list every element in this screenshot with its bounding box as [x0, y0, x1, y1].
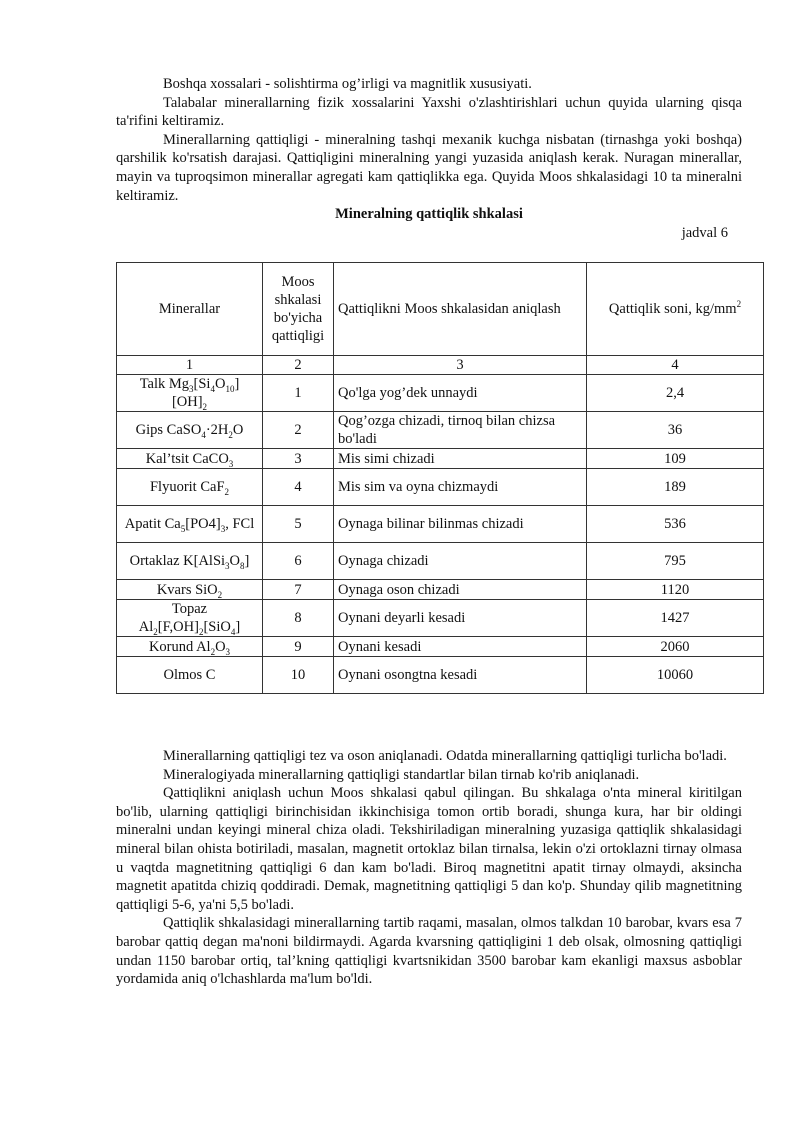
- table-row: [117, 412, 764, 449]
- outro-section: [116, 747, 742, 989]
- mineral-formula-part: [SiO: [203, 619, 231, 635]
- mineral-formula-part: Olmos C: [163, 667, 216, 683]
- outro-paragraph-3: Qattiqlikni aniqlash uchun Moos shkalasi qabul qilingan. Bu shkalaga o'nta mineral kiritilgan bo'lib, ularning qattiqligi birinchisidan ikkinchisiga tomon ortib boradi, shunga kura, har bir oldingi mineralni undan keyingi mineral chiza oladi. Tekshiriladigan mineralning yuzasiga qattiqlik shkalasidagi mineral bilan ohista botiriladi, masalan, magnetit ortoklaz bilan tirnalsa, lekin o'zi ortoklazni tirnay olmasa u vaqtda magnetitning qattiqligi 6 dan kam bo'ladi. Biroq magnetitni apatit tirnay olmaydi, aksincha magnetit apatitda chiziq qoddiradi. Demak, magnetitning qattiqligi 5 dan ko'p. Shunday qilib magnetitning qattiqligi 5-6, ya'ni 5,5 bo'ladi.: [116, 785, 742, 913]
- table-row: [117, 637, 764, 657]
- cell-method: Mis simi chizadi: [334, 449, 587, 469]
- mineral-formula-part: Korund Al: [148, 638, 211, 655]
- cell-method: Oynani osongtna kesadi: [334, 657, 587, 694]
- column-number-4: 4: [587, 356, 764, 375]
- mineral-formula-part: Flyuorit CaF: [149, 479, 225, 495]
- table-row: [117, 506, 764, 543]
- cell-hardness-number: 2060: [587, 637, 764, 657]
- cell-method: Oynaga chizadi: [334, 543, 587, 580]
- mineral-formula-part: 2: [217, 589, 223, 600]
- outro-paragraph-2: Mineralogiyada minerallarning qattiqligi standartlar bilan tirnab ko'rib aniqlanadi.: [163, 766, 640, 783]
- cell-moos-hardness: 7: [263, 580, 334, 600]
- cell-moos-hardness: 6: [263, 543, 334, 580]
- intro-section: [116, 75, 742, 242]
- cell-method: Oynani kesadi: [334, 637, 587, 657]
- mineral-formula-part: 3: [228, 458, 234, 469]
- outro-paragraph-1: Minerallarning qattiqligi tez va oson aniqlanadi. Odatda minerallarning qattiqligi turlicha bo'ladi.: [163, 748, 727, 764]
- outro-paragraph-4: Qattiqlik shkalasidagi minerallarning tartib raqami, masalan, olmos talkdan 10 barobar, kvars esa 7 barobar qattiq degan ma'noni bildirmaydi. Agarda kvarsning qattiqligini 1 deb olsak, olmosning qattiqligi undan 1150 barobar ortiq, tal’kning qattiqligi kvartsnikidan 3500 barobar kam ekanligi maxsus asboblar yordamida aniq o'lchashlarda ma'lum bo'ldi.: [116, 915, 742, 988]
- mineral-formula-part: [PO4]: [185, 516, 221, 532]
- cell-method: Qo'lga yog’dek unnaydi: [334, 375, 587, 412]
- cell-mineral: [117, 412, 263, 449]
- table-row: [117, 543, 764, 580]
- mineral-formula-part: 10: [225, 383, 235, 394]
- cell-moos-hardness: 1: [263, 375, 334, 412]
- mineral-formula-part: 2: [224, 486, 230, 497]
- mineral-formula-part: ]: [235, 619, 241, 635]
- cell-moos-hardness: 9: [263, 637, 334, 657]
- mineral-formula-part: 2: [198, 626, 204, 637]
- mineral-formula-part: Kvars SiO: [156, 581, 218, 598]
- mineral-formula-part: Apatit Ca: [124, 516, 181, 532]
- intro-paragraph-2: Talabalar minerallarning fizik xossalarini Yaxshi o'zlashtirishlari uchun quyida ularning qisqa ta'rifini keltiramiz.: [116, 94, 742, 130]
- cell-hardness-number: 1120: [587, 580, 764, 600]
- mineral-formula-part: O: [229, 553, 241, 569]
- table-row: [117, 375, 764, 412]
- header-method: Qattiqlikni Moos shkalasidan aniqlash: [334, 263, 587, 356]
- mineral-formula-part: 2: [153, 626, 158, 637]
- cell-hardness-number: 795: [587, 543, 764, 580]
- mineral-formula-part: 3: [220, 523, 226, 534]
- table-number-row: [117, 356, 764, 375]
- cell-mineral: [117, 506, 263, 543]
- mineral-formula-part: 2: [210, 646, 216, 657]
- mineral-formula-part: [F,OH]: [157, 619, 199, 635]
- cell-mineral: [117, 580, 263, 600]
- cell-mineral: [117, 657, 263, 694]
- cell-method: Qog’ozga chizadi, tirnoq bilan chizsa bo'ladi: [334, 412, 587, 449]
- mineral-formula-part: O: [214, 376, 226, 392]
- mineral-formula-part: O: [215, 638, 226, 655]
- mineral-formula-part: ·2H: [205, 422, 229, 438]
- cell-mineral: [117, 600, 263, 637]
- table-row: [117, 449, 764, 469]
- mineral-formula-part: 4: [230, 626, 236, 637]
- mineral-formula-part: ]: [244, 553, 250, 569]
- mineral-formula-part: , FCl: [225, 516, 255, 532]
- hardness-table: [116, 262, 764, 694]
- cell-hardness-number: 109: [587, 449, 764, 469]
- table-row: [117, 469, 764, 506]
- column-number-2: 2: [263, 356, 334, 375]
- mineral-formula-part: 3: [189, 383, 194, 394]
- mineral-formula-part: Gips CaSO: [135, 422, 202, 438]
- cell-mineral: [117, 375, 263, 412]
- table-title: Mineralning qattiqlik shkalasi: [335, 206, 523, 223]
- cell-moos-hardness: 8: [263, 600, 334, 637]
- cell-mineral: [117, 637, 263, 657]
- mineral-formula-part: O: [232, 422, 244, 438]
- cell-hardness-number: 1427: [587, 600, 764, 637]
- mineral-formula-part: Ortaklaz K[AlSi: [129, 553, 226, 569]
- cell-method: Mis sim va oyna chizmaydi: [334, 469, 587, 506]
- cell-hardness-number: 36: [587, 412, 764, 449]
- cell-mineral: [117, 449, 263, 469]
- cell-method: Oynani deyarli kesadi: [334, 600, 587, 637]
- cell-mineral: [117, 469, 263, 506]
- header-hardness-number: [587, 263, 764, 356]
- mineral-formula-part: 3: [225, 560, 230, 571]
- table-row: [117, 657, 764, 694]
- cell-moos-hardness: 3: [263, 449, 334, 469]
- mineral-formula-part: 5: [180, 523, 186, 534]
- cell-moos-hardness: 2: [263, 412, 334, 449]
- cell-hardness-number: 536: [587, 506, 764, 543]
- cell-mineral: [117, 543, 263, 580]
- cell-hardness-number: 189: [587, 469, 764, 506]
- mineral-formula-part: [Si: [193, 376, 211, 392]
- cell-method: Oynaga oson chizadi: [334, 580, 587, 600]
- intro-paragraph-3: Minerallarning qattiqligi - mineralning tashqi mexanik kuchga nisbatan (tirnashga yoki boshqa) qarshilik ko'rsatish darajasi. Qattiqligini mineralning yangi yuzasida aniqlash kerak. Nuragan minerallar, mayin va tuproqsimon minerallar agregati kam qattiqlikka ega. Quyida Moos shkalasidagi 10 ta mineralni keltiramiz.: [116, 131, 742, 204]
- cell-hardness-number: 10060: [587, 657, 764, 694]
- table-label: jadval 6: [681, 224, 728, 241]
- column-number-1: 1: [117, 356, 263, 375]
- mineral-formula-part: 8: [240, 560, 245, 571]
- mineral-formula-part: 4: [201, 429, 206, 440]
- column-number-3: 3: [334, 356, 587, 375]
- table-row: [117, 600, 764, 637]
- header-moos-hardness: Moos shkalasi bo'yicha qattiqligi: [263, 263, 334, 356]
- mineral-formula-part: 2: [228, 429, 233, 440]
- mineral-formula-part: Topaz Al: [138, 601, 208, 635]
- mineral-formula-part: 2: [202, 401, 208, 412]
- mineral-formula-part: 4: [210, 383, 215, 394]
- cell-moos-hardness: 10: [263, 657, 334, 694]
- intro-paragraph-1: Boshqa xossalari - solishtirma og’irligi va magnitlik xususiyati.: [163, 76, 532, 92]
- mineral-formula-part: ] [OH]: [171, 376, 240, 410]
- cell-moos-hardness: 5: [263, 506, 334, 543]
- mineral-formula-part: Talk Mg: [139, 376, 190, 392]
- table-row: [117, 580, 764, 600]
- cell-moos-hardness: 4: [263, 469, 334, 506]
- header-hardness-sup: 2: [736, 299, 742, 310]
- header-minerals: Minerallar: [117, 263, 263, 356]
- header-hardness-text: Qattiqlik soni, kg/mm: [608, 301, 737, 317]
- cell-hardness-number: 2,4: [587, 375, 764, 412]
- mineral-formula-part: Kal’tsit CaCO: [145, 450, 229, 467]
- mineral-formula-part: 3: [225, 646, 231, 657]
- table-header-row: [117, 263, 764, 356]
- cell-method: Oynaga bilinar bilinmas chizadi: [334, 506, 587, 543]
